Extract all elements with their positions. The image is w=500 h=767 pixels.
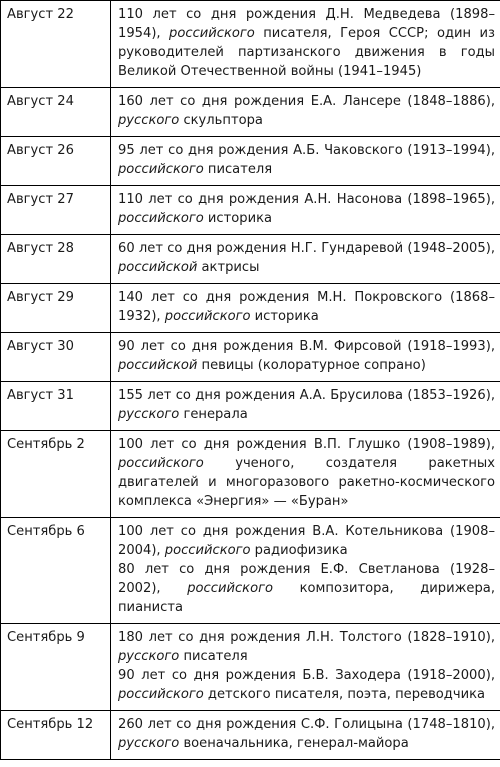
event-cell [111,186,500,235]
date-cell: Сентябрь 9 [1,624,111,711]
event-text: 110 лет со дня рождения А.Н. Насонова (1898–1965), [118,192,495,207]
event-cell [111,235,500,284]
event-entry [118,386,495,424]
event-text: писателя [179,649,248,664]
table-row [1,88,500,137]
event-entry [118,5,495,81]
event-text: 180 лет со дня рождения Л.Н. Толстого (1828–1910), [118,630,495,645]
event-nationality: российского [118,456,204,471]
anniversary-table-body [1,1,500,760]
event-entry [118,92,495,130]
event-cell [111,333,500,382]
event-nationality: российского [118,211,204,226]
event-cell [111,137,500,186]
event-text: 160 лет со дня рождения Е.А. Лансере (1848–1886), [118,94,495,109]
table-row [1,284,500,333]
event-text: 155 лет со дня рождения А.А. Брусилова (1853–1926), [118,388,495,403]
event-text: 100 лет со дня рождения В.А. Котельникова (1908–2004), [118,524,495,558]
event-entry [118,239,495,277]
event-text: скульптора [179,113,263,128]
event-text: историка [250,309,319,324]
event-nationality: российского [187,581,273,596]
event-text: ученого, создателя ракетных двигателей и многоразового ракетно-космического комплекса «Энергия» — «Буран» [118,456,495,509]
event-entry [118,141,495,179]
date-cell: Сентябрь 6 [1,518,111,624]
event-cell [111,624,500,711]
event-nationality: российского [169,26,255,41]
event-text: актрисы [197,260,260,275]
table-row [1,1,500,88]
event-entry [118,715,495,753]
table-row [1,235,500,284]
event-cell [111,88,500,137]
event-cell [111,382,500,431]
event-entry [118,666,495,704]
event-nationality: российской [118,358,198,373]
event-text: 90 лет со дня рождения В.М. Фирсовой (1918–1993), [118,339,495,354]
date-cell: Август 28 [1,235,111,284]
event-text: военачальника, генерал-майора [179,736,409,751]
date-cell: Август 24 [1,88,111,137]
event-text: 140 лет со дня рождения М.Н. Покровского (1868–1932), [118,290,495,324]
date-cell: Август 30 [1,333,111,382]
event-nationality: русского [118,407,180,422]
event-entry [118,628,495,666]
event-nationality: русского [118,649,180,664]
date-cell: Август 31 [1,382,111,431]
event-entry [118,560,495,617]
event-text: 80 лет со дня рождения Е.Ф. Светланова (1928–2002), [118,562,495,596]
date-cell: Август 26 [1,137,111,186]
event-text: писателя [203,162,273,177]
date-cell: Сентябрь 2 [1,431,111,518]
event-nationality: российского [118,162,204,177]
date-cell: Август 22 [1,1,111,88]
event-nationality: российского [164,543,251,558]
event-entry [118,522,495,560]
event-text: радиофизика [250,543,348,558]
event-entry [118,435,495,511]
table-row [1,137,500,186]
event-text: генерала [179,407,248,422]
event-cell [111,518,500,624]
event-nationality: российского [118,687,204,702]
event-text: композитора, дирижера, пианиста [118,581,495,615]
event-nationality: российской [118,260,198,275]
table-row [1,624,500,711]
table-row [1,333,500,382]
event-text: детского писателя, поэта, переводчика [203,687,486,702]
event-nationality: русского [118,736,180,751]
event-text: 100 лет со дня рождения В.П. Глушко (1908–1989), [118,437,495,452]
event-entry [118,288,495,326]
table-row [1,186,500,235]
table-row [1,518,500,624]
event-cell [111,431,500,518]
event-cell [111,284,500,333]
event-cell [111,711,500,760]
date-cell: Август 29 [1,284,111,333]
event-text: историка [203,211,273,226]
event-text: 260 лет со дня рождения С.Ф. Голицына (1748–1810), [118,717,495,732]
event-entry [118,190,495,228]
event-text: 90 лет со дня рождения Б.В. Заходера (1918–2000), [118,668,495,683]
event-nationality: российского [164,309,251,324]
date-cell: Сентябрь 12 [1,711,111,760]
event-entry [118,337,495,375]
event-nationality: русского [118,113,180,128]
table-row [1,431,500,518]
event-text: певицы (колоратурное сопрано) [197,358,426,373]
event-text: 60 лет со дня рождения Н.Г. Гундаревой (1948–2005), [118,241,495,256]
table-row [1,382,500,431]
event-cell [111,1,500,88]
event-text: 110 лет со дня рождения Д.Н. Медведева (1898–1954), [118,7,495,41]
table-row [1,711,500,760]
date-cell: Август 27 [1,186,111,235]
event-text: 95 лет со дня рождения А.Б. Чаковского (1913–1994), [118,143,495,158]
event-text: писателя, Героя СССР; один из руководителей партизанского движения в годы Великой Отечественной войны (1941–1945) [118,26,495,79]
